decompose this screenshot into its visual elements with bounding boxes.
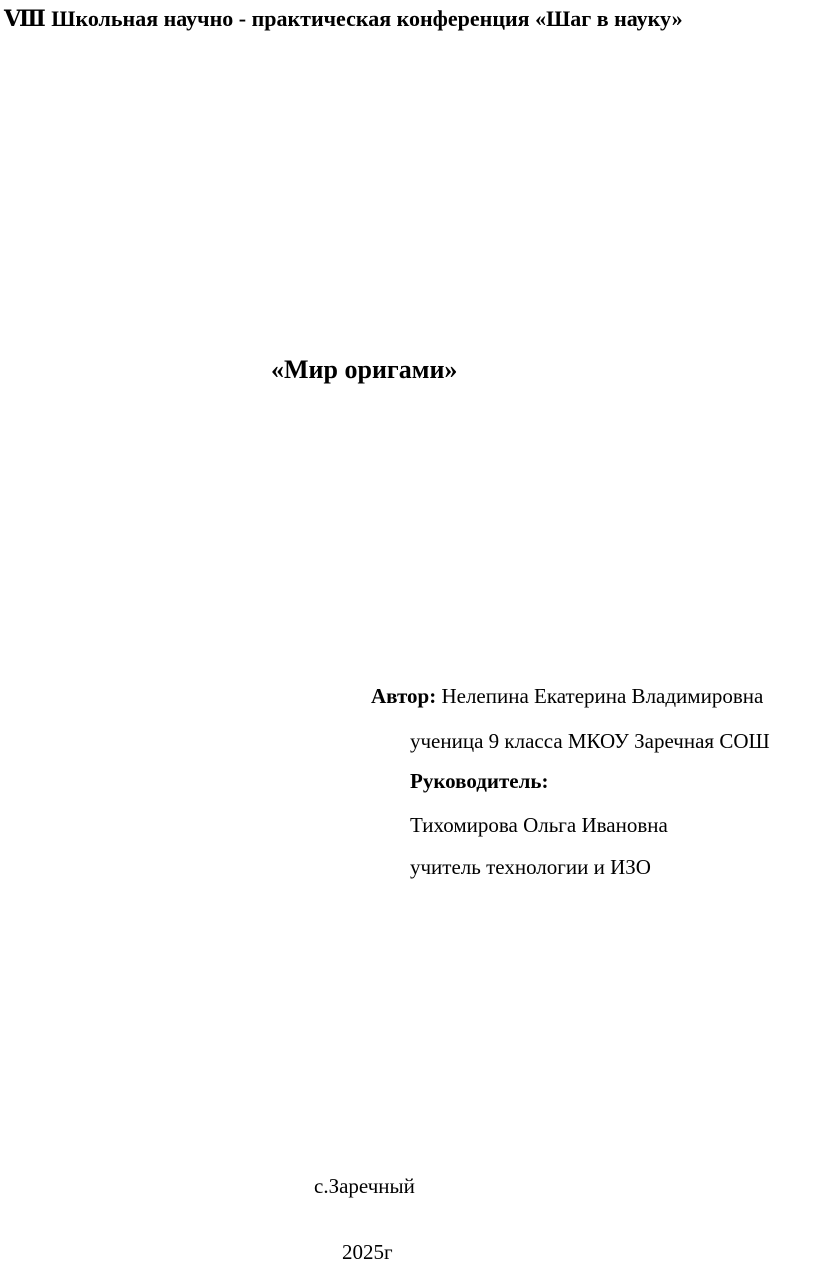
supervisor-label: Руководитель: bbox=[410, 769, 549, 793]
year: 2025г bbox=[342, 1240, 393, 1264]
place-name: с.Заречный bbox=[314, 1174, 415, 1198]
author-line bbox=[371, 686, 763, 707]
author-name: Нелепина Екатерина Владимировна bbox=[441, 684, 764, 708]
supervisor-name: Тихомирова Ольга Ивановна bbox=[410, 813, 668, 837]
document-title: «Мир оригами» bbox=[271, 355, 458, 384]
conference-header: Ⅷ Школьная научно - практическая конференция «Шаг в науку» bbox=[4, 6, 683, 31]
author-label: Автор: bbox=[371, 684, 437, 708]
author-description: ученица 9 класса МКОУ Заречная СОШ bbox=[410, 729, 770, 753]
supervisor-role: учитель технологии и ИЗО bbox=[410, 855, 651, 879]
